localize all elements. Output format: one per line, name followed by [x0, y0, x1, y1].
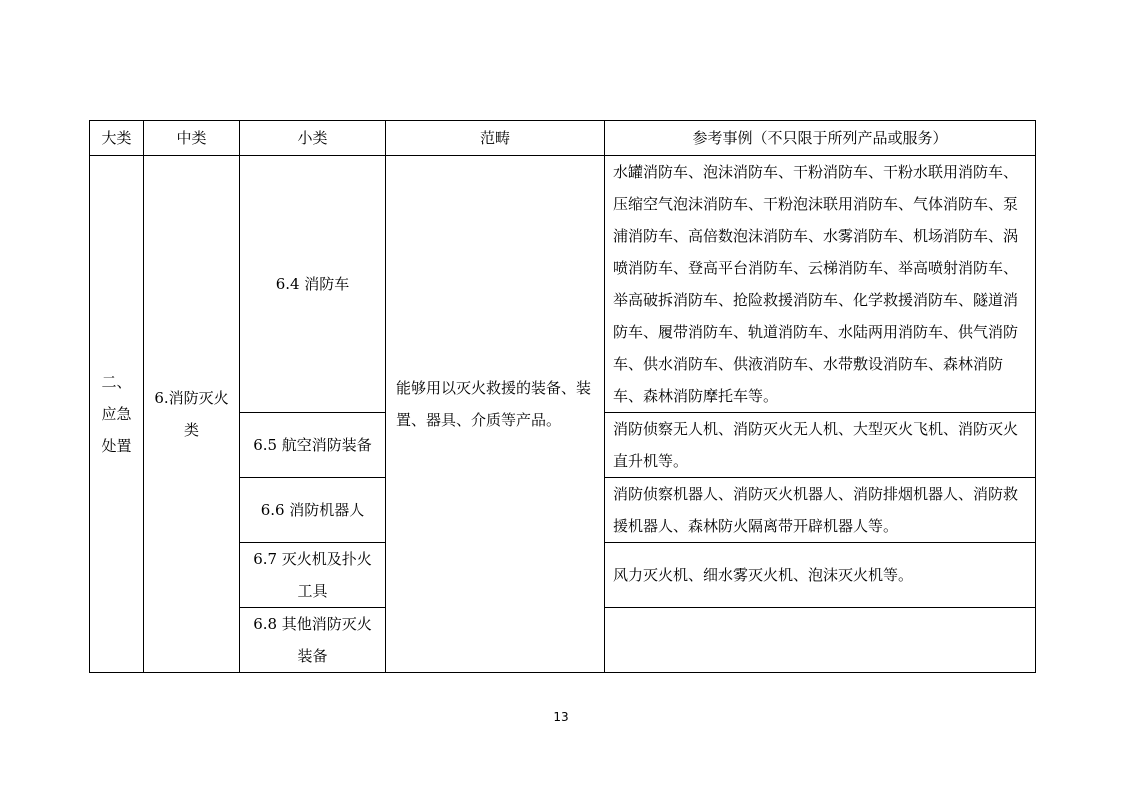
major-category-line: 二、 — [101, 373, 132, 391]
minor-category-line: 6.7 灭火机及扑火 — [253, 550, 372, 568]
minor-category-label: 6.4 消防车 — [275, 275, 350, 293]
header-examples: 参考事例（不只限于所列产品或服务） — [605, 121, 1036, 156]
minor-category-line: 工具 — [297, 582, 328, 600]
minor-category-cell — [240, 608, 386, 673]
middle-category-cell — [144, 156, 240, 673]
table-row — [90, 156, 1036, 413]
middle-category-line: 类 — [183, 421, 199, 439]
examples-cell: 消防侦察无人机、消防灭火无人机、大型灭火飞机、消防灭火直升机等。 — [605, 413, 1036, 478]
header-minor: 小类 — [240, 121, 386, 156]
major-category-line: 处置 — [101, 437, 132, 455]
examples-cell — [605, 608, 1036, 673]
minor-category-cell — [240, 543, 386, 608]
header-row — [90, 121, 1036, 156]
minor-category-cell: 6.6 消防机器人 — [240, 478, 386, 543]
examples-cell: 风力灭火机、细水雾灭火机、泡沫灭火机等。 — [605, 543, 1036, 608]
header-major: 大类 — [90, 121, 144, 156]
minor-category-cell — [240, 156, 386, 413]
examples-cell: 水罐消防车、泡沫消防车、干粉消防车、干粉水联用消防车、压缩空气泡沫消防车、干粉泡沫联用消防车、气体消防车、泵浦消防车、高倍数泡沫消防车、水雾消防车、机场消防车、涡喷消防车、登高平台消防车、云梯消防车、举高喷射消防车、举高破拆消防车、抢险救援消防车、化学救援消防车、隧道消防车、履带消防车、轨道消防车、水陆两用消防车、供气消防车、供水消防车、供液消防车、水带敷设消防车、森林消防车、森林消防摩托车等。 — [605, 156, 1036, 413]
examples-cell: 消防侦察机器人、消防灭火机器人、消防排烟机器人、消防救援机器人、森林防火隔离带开辟机器人等。 — [605, 478, 1036, 543]
minor-category-cell: 6.5 航空消防装备 — [240, 413, 386, 478]
page-number: 13 — [553, 710, 569, 724]
minor-category-line: 装备 — [297, 647, 328, 665]
header-scope: 范畴 — [386, 121, 605, 156]
header-middle: 中类 — [144, 121, 240, 156]
major-category-cell — [90, 156, 144, 673]
scope-text: 能够用以灭火救援的装备、装置、器具、介质等产品。 — [396, 379, 592, 429]
minor-category-line: 6.8 其他消防灭火 — [253, 615, 372, 633]
major-category-line: 应急 — [101, 405, 132, 423]
middle-category-line: 6.消防灭火 — [154, 389, 229, 407]
scope-cell — [386, 156, 605, 673]
classification-table — [89, 120, 1036, 673]
